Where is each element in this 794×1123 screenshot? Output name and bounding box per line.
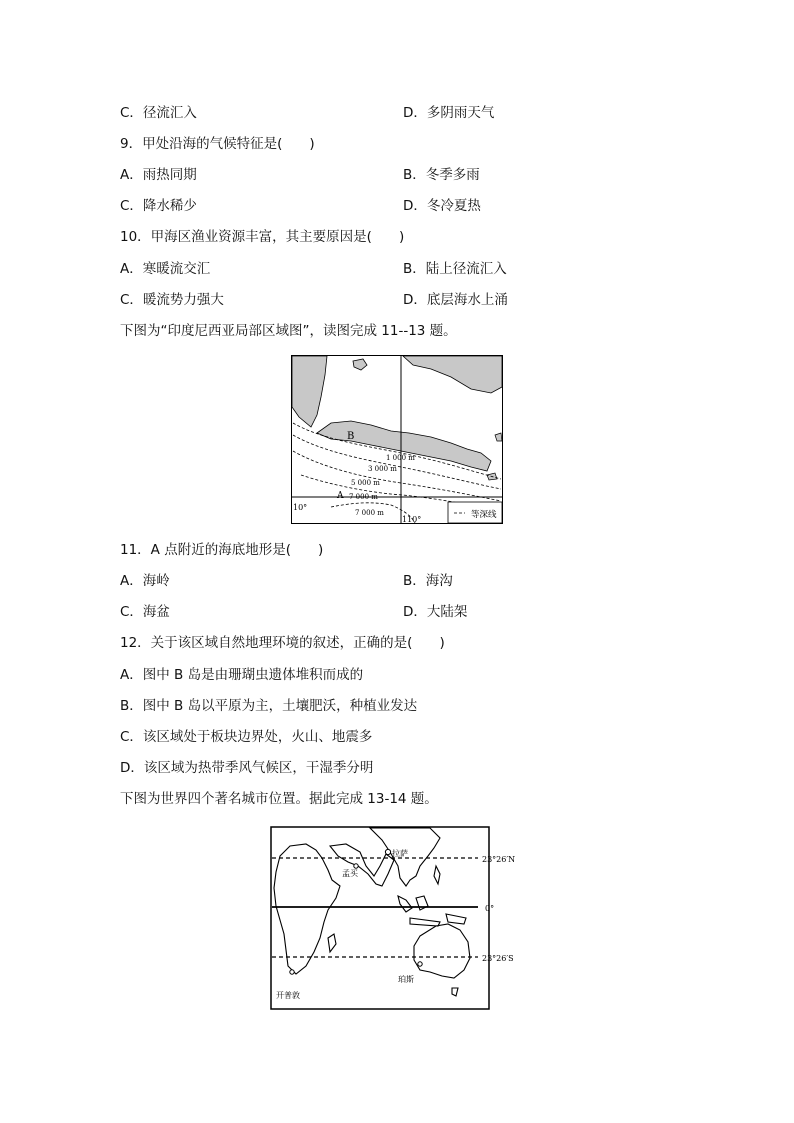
- q12-stem: 12．关于该区域自然地理环境的叙述，正确的是( ): [120, 635, 445, 651]
- map1-label-b: B: [347, 431, 355, 442]
- q9-option-b: B．冬季多雨: [403, 167, 480, 183]
- q8-option-c: C．径流汇入: [120, 105, 197, 121]
- q9-stem: 9．甲处沿海的气候特征是( ): [120, 136, 315, 152]
- q8-option-d: D．多阴雨天气: [403, 105, 495, 121]
- lat-south-label: 23°26′S: [482, 954, 514, 963]
- city-label-lhasa: 拉萨: [392, 849, 408, 858]
- lat-equator-label: 0°: [485, 904, 495, 913]
- q10-option-c: C．暖流势力强大: [120, 292, 224, 308]
- intro-11-13: 下图为“印度尼西亚局部区域图”，读图完成 11--13 题。: [120, 323, 457, 339]
- intro-13-14: 下图为世界四个著名城市位置。据此完成 13-14 题。: [120, 791, 438, 807]
- q12-option-c: C．该区域处于板块边界处，火山、地震多: [120, 729, 373, 745]
- map1-lon-left: 10°: [293, 503, 308, 512]
- q11-option-d: D．大陆架: [403, 604, 468, 620]
- map1-contour-7000-b: 7 000 m: [355, 509, 384, 517]
- q10-option-a: A．寒暖流交汇: [120, 261, 211, 277]
- map1-label-a: A: [337, 491, 344, 501]
- lat-north-label: 23°26′N: [482, 855, 516, 864]
- q9-option-c: C．降水稀少: [120, 198, 197, 214]
- map1-contour-7000-a: 7 000 m: [349, 493, 378, 501]
- q10-stem: 10．甲海区渔业资源丰富，其主要原因是( ): [120, 229, 405, 245]
- city-label-perth: 珀斯: [398, 975, 414, 984]
- q11-stem: 11．A 点附近的海底地形是( ): [120, 542, 324, 558]
- world-cities-map: [270, 826, 516, 1010]
- q9-option-a: A．雨热同期: [120, 167, 197, 183]
- q12-option-b: B．图中 B 岛以平原为主，土壤肥沃，种植业发达: [120, 698, 418, 714]
- q10-option-b: B．陆上径流汇入: [403, 261, 507, 277]
- map1-contour-3000: 3 000 m: [368, 465, 397, 473]
- map1-contour-5000: 5 000 m: [351, 479, 380, 487]
- q12-option-a: A．图中 B 岛是由珊瑚虫遗体堆积而成的: [120, 667, 364, 683]
- map1-legend-label: 等深线: [471, 510, 497, 520]
- q11-option-b: B．海沟: [403, 573, 453, 589]
- q11-option-a: A．海岭: [120, 573, 170, 589]
- map1-contour-1000: 1 000 m: [386, 454, 415, 462]
- indonesia-region-map: [291, 355, 504, 525]
- city-label-mumbai: 孟买: [342, 869, 358, 878]
- q11-option-c: C．海盆: [120, 604, 170, 620]
- q10-option-d: D．底层海水上涌: [403, 292, 508, 308]
- city-label-cape-town: 开普敦: [276, 991, 300, 1000]
- q12-option-d: D．该区域为热带季风气候区，干湿季分明: [120, 760, 374, 776]
- q9-option-d: D．冬冷夏热: [403, 198, 481, 214]
- map1-lon-right: 110°: [402, 515, 422, 524]
